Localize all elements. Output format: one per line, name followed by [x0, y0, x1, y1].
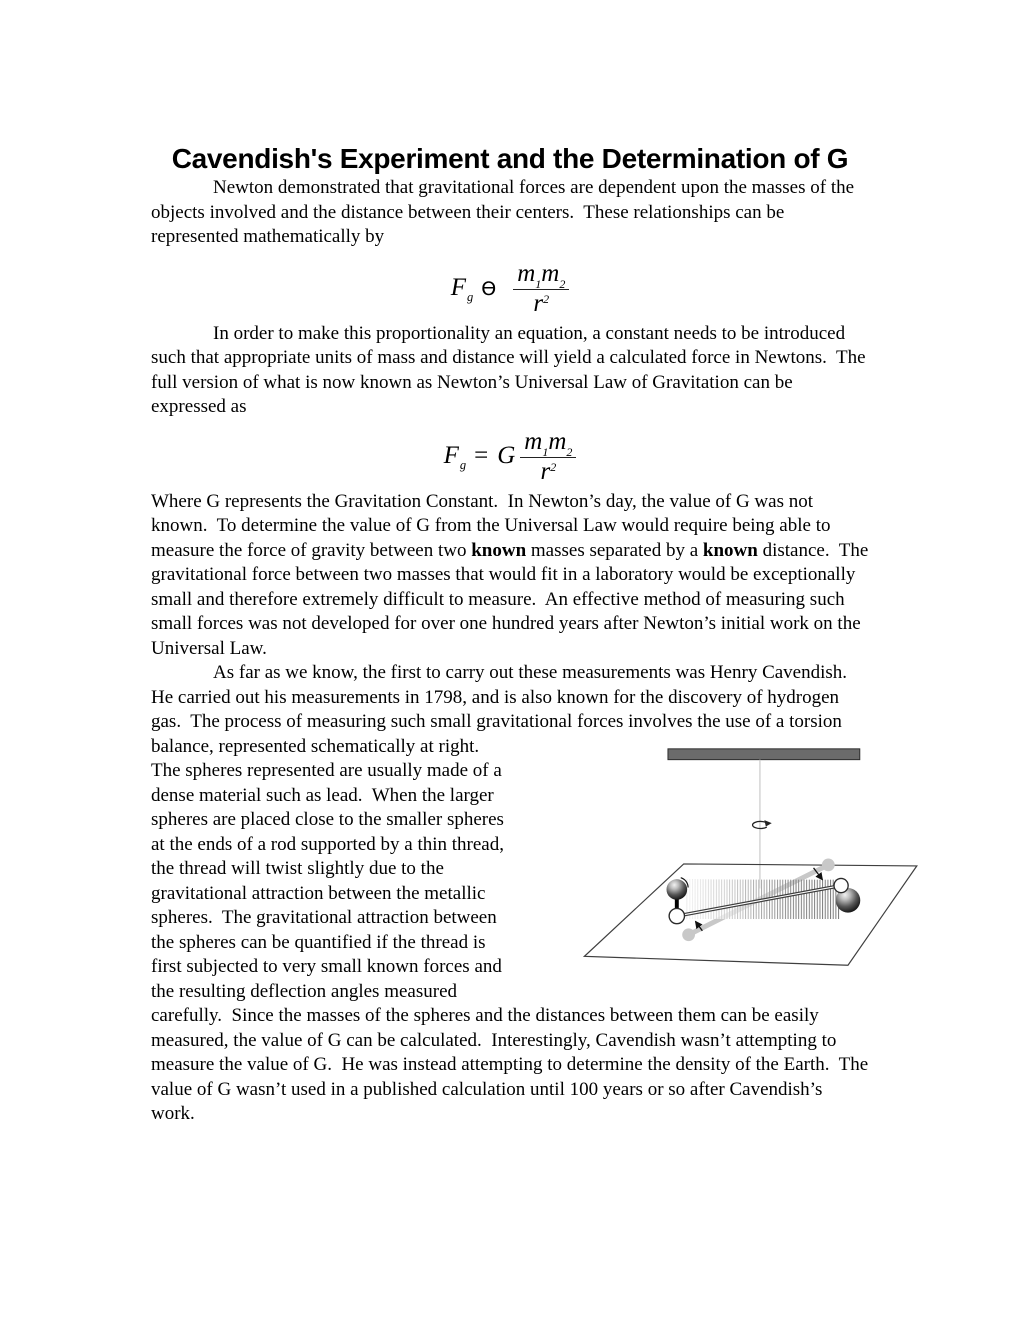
fraction-denominator: [533, 290, 549, 317]
paragraph-cavendish: [151, 661, 873, 1127]
radius-symbol: r: [533, 289, 544, 317]
force-symbol: F: [443, 442, 459, 470]
page-title: Cavendish's Experiment and the Determination of G: [171, 143, 849, 174]
support-bar: [668, 748, 860, 759]
text-segment: distance. The gravitational force between two masses that would fit in a laboratory would be exceptionally small and therefore extremely difficult to measure. An effective method of measuring such small forces was not developed for over one hundred years after Newton’s initial work on the Universal Law.: [151, 539, 874, 659]
torsion-balance-figure: [519, 739, 869, 980]
mass1-subscript: 1: [542, 444, 549, 459]
mass1-symbol: m: [524, 427, 543, 455]
bold-known: known: [702, 539, 758, 561]
fraction-numerator: [513, 261, 569, 290]
mass2-symbol: m: [548, 427, 567, 455]
mass1-subscript: 1: [535, 276, 542, 291]
bold-known: known: [471, 539, 527, 561]
paragraph-gravitation-constant: [151, 490, 874, 662]
fraction-numerator: [520, 429, 576, 458]
mass2-subscript: 2: [566, 444, 573, 459]
formula-universal-law: [151, 424, 869, 490]
text-segment: masses separated by a: [526, 539, 703, 561]
fraction-denominator: [540, 458, 556, 485]
proportional-symbol: Ɵ: [481, 278, 497, 301]
equals-sign: =: [474, 442, 489, 470]
paragraph-newton-intro: Newton demonstrated that gravitational forces are dependent upon the masses of the objects involved and the distance between their centers. These relationships can be represented mathematically by: [151, 177, 859, 247]
large-sphere-left: [666, 879, 687, 900]
gravitation-constant-symbol: G: [497, 442, 516, 470]
small-sphere-right: [834, 878, 848, 892]
fraction: [520, 429, 576, 485]
ghost-sphere-right: [822, 858, 835, 871]
text-segment: represented schematically at right. The spheres represented are usually made of a dense material such as lead. When the larger spheres are placed close to the smaller spheres at the ends of a rod supported by a thin thread, the thread will twist slightly due to the gravitational attraction between the metallic spheres. The gravitational attraction between the spheres can be quantified if the thread is first subjected to very small known forces and the resulting deflection angles measured carefully. Since the masses of the spheres and the distances between them can be easily measured, the value of G can be calculated. Interestingly, Cavendish wasn’t attempting to measure the value of G. He was instead attempting to determine the density of the Earth. The value of G wasn’t used in a published calculation until 100 years or so after Cavendish’s work.: [151, 735, 873, 1124]
text-segment: As far as we know, the first to carry out these measurements was Henry Cavendish. He carried out his measurements in 1798, and is also known for the discovery of hydrogen gas. The process of measuring such small gravitational forces involves the use of a torsion balance,: [151, 662, 857, 757]
fraction: [513, 261, 569, 317]
force-subscript: g: [459, 458, 467, 473]
rotation-arrow-icon: [753, 820, 772, 828]
torsion-balance-diagram: [581, 739, 931, 980]
radius-exponent: 2: [550, 459, 557, 474]
text-segment: Where G represents the Gravitation Constant. In Newton’s day, the value of G was not known. To determine the value of G from the Universal Law would require being able to measure the force of gravity between two: [151, 490, 836, 561]
force-subscript: g: [466, 290, 474, 305]
mass2-subscript: 2: [559, 276, 566, 291]
force-symbol: F: [450, 274, 466, 302]
mass2-symbol: m: [541, 259, 560, 287]
document-content: [151, 0, 874, 1127]
mass1-symbol: m: [517, 259, 536, 287]
small-sphere-left: [669, 908, 684, 923]
ghost-sphere-left: [682, 928, 695, 941]
radius-exponent: 2: [543, 291, 550, 306]
paragraph-equation-intro: In order to make this proportionality an equation, a constant needs to be introduced such that appropriate units of mass and distance will yield a calculated force in Newtons. The full version of what is now known as Newton’s Universal Law of Gravitation can be expressed as: [151, 322, 871, 417]
formula-proportionality: [151, 256, 869, 322]
radius-symbol: r: [540, 457, 551, 485]
